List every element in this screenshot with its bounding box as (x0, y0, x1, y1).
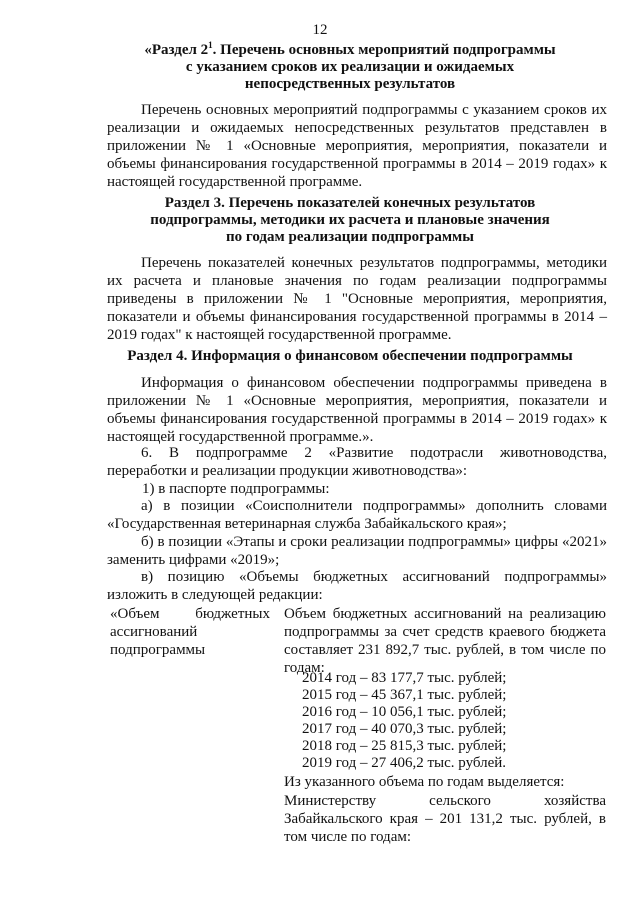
section-4-text: Информация о финансовом обеспечении подпрограммы приведена в приложении № 1 «Основные мероприятия, мероприятия, показатели и объемы финансирования государственной программы в 2014 – 2019 годах» к настоящей государственной программе.». (107, 375, 607, 445)
year-row: 2018 год – 25 815,3 тыс. рублей; (302, 738, 507, 754)
table-intro-text: Объем бюджетных ассигнований на реализацию подпрограммы за счет средств краевого бюджета составляет 231 892,7 тыс. рублей, в том числе по годам: (284, 606, 606, 676)
section-4-heading: Раздел 4. Информация о финансовом обеспечении подпрограммы (127, 348, 573, 364)
section-3-text: Перечень показателей конечных результатов подпрограммы, методики их расчета и плановые значения по годам реализации подпрограммы приведены в приложении № 1 "Основные мероприятия, мероприятия, показатели и объемы финансирования государственной программы в 2014 – 2019 годах" к настоящей государственной программе. (107, 255, 607, 343)
section-3-heading-line3: по годам реализации подпрограммы (226, 229, 474, 245)
item-6-1-a: а) в позиции «Соисполнители подпрограммы» дополнить словами «Государственная ветеринарная служба Забайкальского края»; (107, 498, 607, 532)
item-6-1-v: в) позицию «Объемы бюджетных ассигнований подпрограммы» изложить в следующей редакции: (107, 569, 607, 603)
page-number: 12 (312, 22, 328, 38)
item-6-1-b: б) в позиции «Этапы и сроки реализации подпрограммы» цифры «2021» заменить цифрами «2019»; (107, 534, 607, 568)
heading-superscript: 1 (208, 40, 213, 50)
section-2-heading-line2: с указанием сроков их реализации и ожидаемых (185, 59, 515, 75)
year-row: 2019 год – 27 406,2 тыс. рублей. (302, 755, 507, 771)
item-6: 6. В подпрограмме 2 «Развитие подотрасли животноводства, переработки и реализации продукции животноводства»: (107, 445, 607, 479)
section-2-text: Перечень основных мероприятий подпрограммы с указанием сроков их реализации и ожидаемых непосредственных результатов представлен в приложении № 1 «Основные мероприятия, мероприятия, показатели и объемы финансирования государственной программы в 2014 – 2019 годах» к настоящей государственной программе. (107, 102, 607, 190)
year-row: 2017 год – 40 070,3 тыс. рублей; (302, 721, 507, 737)
year-row: 2015 год – 45 367,1 тыс. рублей; (302, 687, 507, 703)
table-mid-text: Из указанного объема по годам выделяется: (284, 774, 565, 790)
section-3-heading-line1: Раздел 3. Перечень показателей конечных результатов (164, 195, 536, 211)
section-3-heading-line2: подпрограммы, методики их расчета и плановые значения (150, 212, 550, 228)
section-2-heading-line3: непосредственных результатов (244, 76, 456, 92)
section-3-heading (90, 195, 610, 246)
year-row: 2014 год – 83 177,7 тыс. рублей; (302, 670, 507, 686)
years-list (302, 669, 562, 771)
table-right-cell (284, 605, 606, 677)
section-2-heading-line1: «Раздел $2^1$. Перечень основных мероприятий подпрограммы (144, 40, 556, 58)
section-2-heading (90, 42, 610, 93)
year-row: 2016 год – 10 056,1 тыс. рублей; (302, 704, 507, 720)
item-6-1: 1) в паспорте подпрограммы: (142, 481, 330, 497)
table-left-cell: «Объем бюджетных ассигнований подпрограммы (110, 606, 270, 658)
table-end-text: Министерству сельского хозяйства Забайкальского края – 201 131,2 тыс. рублей, в том числе по годам: (284, 793, 606, 845)
